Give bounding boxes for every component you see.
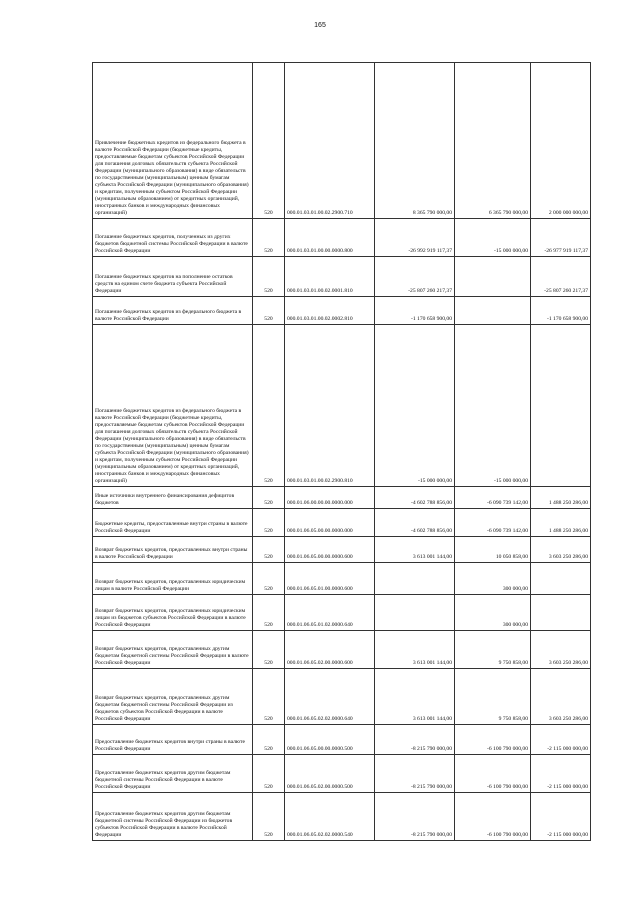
table-row (93, 63, 591, 219)
table-row (93, 563, 591, 595)
table-row (93, 669, 591, 725)
budget-code-cell: 000.01.03.01.00.02.0002.810 (285, 297, 375, 325)
budget-code-cell: 000.01.03.01.00.02.2900.810 (285, 325, 375, 487)
budget-code-cell: 000.01.06.05.02.02.0000.640 (285, 669, 375, 725)
budget-code-cell: 000.01.06.00.00.00.0000.000 (285, 487, 375, 509)
admin-code-cell: 520 (253, 257, 285, 297)
value-cell: -6 090 739 142,00 (455, 487, 531, 509)
value-cell: -8 215 790 000,00 (375, 755, 455, 793)
budget-code-cell: 000.01.06.05.00.00.0000.000 (285, 509, 375, 537)
table-row (93, 297, 591, 325)
row-name-cell: Возврат бюджетных кредитов, предоставленных юридическим лицам в валюте Российской Федерации (93, 563, 253, 595)
value-cell: 3 613 001 144,00 (375, 669, 455, 725)
admin-code-cell: 520 (253, 793, 285, 841)
value-cell: -6 090 739 142,00 (455, 509, 531, 537)
table-row (93, 509, 591, 537)
row-name-cell: Погашение бюджетных кредитов на пополнение остатков средств на едином счете бюджета субъекта Российской Федерации (93, 257, 253, 297)
table-row (93, 219, 591, 257)
page-number: 165 (314, 22, 326, 29)
value-cell (455, 257, 531, 297)
value-cell: 300 000,00 (455, 563, 531, 595)
row-name-cell: Иные источники внутреннего финансирования дефицитов бюджетов (93, 487, 253, 509)
budget-code-cell: 000.01.06.05.01.02.0000.640 (285, 595, 375, 631)
value-cell (375, 563, 455, 595)
admin-code-cell: 520 (253, 487, 285, 509)
value-cell: 3 603 250 286,00 (531, 537, 591, 563)
value-cell: 1 488 250 286,00 (531, 509, 591, 537)
value-cell: -1 170 658 900,00 (531, 297, 591, 325)
value-cell (531, 595, 591, 631)
value-cell: 6 365 790 000,00 (455, 63, 531, 219)
value-cell: -26 977 919 117,37 (531, 219, 591, 257)
admin-code-cell: 520 (253, 595, 285, 631)
budget-code-cell: 000.01.06.05.02.02.0000.540 (285, 793, 375, 841)
value-cell: -26 992 919 117,37 (375, 219, 455, 257)
admin-code-cell: 520 (253, 297, 285, 325)
budget-code-cell: 000.01.06.05.02.00.0000.600 (285, 631, 375, 669)
table-row (93, 793, 591, 841)
value-cell (375, 595, 455, 631)
budget-code-cell: 000.01.06.05.01.00.0000.600 (285, 563, 375, 595)
row-name-cell: Привлечение бюджетных кредитов из федерального бюджета в валюте Российской Федерации (бюджетные кредиты, предоставляемые бюджетам субъектов Российской Федерации для погашения долговых обязательств субъекта Российской Федерации (муниципального образования) в виде обязательств по государственным (муниципальным) ценным бумагам субъекта Российской Федерации (муниципального образования) и кредитам, полученным субъектом Российской Федерации (муниципальным образованием) от кредитных организаций, иностранных банков и международных финансовых организаций) (93, 63, 253, 219)
budget-code-cell: 000.01.03.01.00.02.2900.710 (285, 63, 375, 219)
value-cell: -15 000 000,00 (455, 219, 531, 257)
admin-code-cell: 520 (253, 63, 285, 219)
value-cell: -25 807 260 217,37 (531, 257, 591, 297)
sources-financing-table (92, 62, 591, 841)
value-cell: -15 000 000,00 (455, 325, 531, 487)
value-cell: -6 100 790 000,00 (455, 755, 531, 793)
table-row (93, 595, 591, 631)
row-name-cell: Предоставление бюджетных кредитов другим бюджетам бюджетной системы Российской Федерации в валюте Российской Федерации (93, 755, 253, 793)
row-name-cell: Предоставление бюджетных кредитов внутри страны в валюте Российской Федерации (93, 725, 253, 755)
table-row (93, 725, 591, 755)
budget-code-cell: 000.01.03.01.00.02.0001.810 (285, 257, 375, 297)
table-body (93, 63, 591, 841)
value-cell: 3 613 001 144,00 (375, 631, 455, 669)
value-cell: 9 750 858,00 (455, 669, 531, 725)
row-name-cell: Возврат бюджетных кредитов, предоставленных внутри страны в валюте Российской Федерации (93, 537, 253, 563)
value-cell: 9 750 858,00 (455, 631, 531, 669)
admin-code-cell: 520 (253, 755, 285, 793)
row-name-cell: Возврат бюджетных кредитов, предоставленных другим бюджетам бюджетной системы Российской Федерации из бюджетов субъектов Российской Федерации в валюте Российской Федерации (93, 669, 253, 725)
value-cell (531, 325, 591, 487)
admin-code-cell: 520 (253, 219, 285, 257)
value-cell: -25 807 260 217,37 (375, 257, 455, 297)
value-cell (455, 297, 531, 325)
row-name-cell: Погашение бюджетных кредитов, полученных из других бюджетов бюджетной системы Российской Федерации в валюте Российской Федерации (93, 219, 253, 257)
value-cell: 3 603 250 286,00 (531, 669, 591, 725)
value-cell: 8 365 790 000,00 (375, 63, 455, 219)
row-name-cell: Погашение бюджетных кредитов из федерального бюджета в валюте Российской Федерации (бюджетные кредиты, предоставляемые бюджетам субъектов Российской Федерации для погашения долговых обязательств субъекта Российской Федерации (муниципального образования) в виде обязательств по государственным (муниципальным) ценным бумагам субъекта Российской Федерации (муниципального образования) и кредитам, полученным субъектом Российской Федерации (муниципальным образованием) от кредитных организаций, иностранных банков и международных финансовых организаций) (93, 325, 253, 487)
admin-code-cell: 520 (253, 537, 285, 563)
row-name-cell: Предоставление бюджетных кредитов другим бюджетам бюджетной системы Российской Федерации из бюджетов субъектов Российской Федерации в валюте Российской Федерации (93, 793, 253, 841)
value-cell: -4 602 788 856,00 (375, 509, 455, 537)
admin-code-cell: 520 (253, 631, 285, 669)
admin-code-cell: 520 (253, 509, 285, 537)
value-cell: -6 100 790 000,00 (455, 793, 531, 841)
budget-code-cell: 000.01.06.05.00.00.0000.600 (285, 537, 375, 563)
row-name-cell: Возврат бюджетных кредитов, предоставленных другим бюджетам бюджетной системы Российской Федерации в валюте Российской Федерации (93, 631, 253, 669)
table-row (93, 755, 591, 793)
admin-code-cell: 520 (253, 563, 285, 595)
value-cell: -2 115 000 000,00 (531, 725, 591, 755)
value-cell: -6 100 790 000,00 (455, 725, 531, 755)
table-row (93, 537, 591, 563)
value-cell: 1 488 250 286,00 (531, 487, 591, 509)
row-name-cell: Погашение бюджетных кредитов из федерального бюджета в валюте Российской Федерации (93, 297, 253, 325)
value-cell: -1 170 658 900,00 (375, 297, 455, 325)
value-cell: 3 613 001 144,00 (375, 537, 455, 563)
table-row (93, 257, 591, 297)
admin-code-cell: 520 (253, 669, 285, 725)
value-cell: -15 000 000,00 (375, 325, 455, 487)
value-cell: 10 050 858,00 (455, 537, 531, 563)
value-cell: -2 115 000 000,00 (531, 755, 591, 793)
value-cell: -8 215 790 000,00 (375, 725, 455, 755)
budget-code-cell: 000.01.03.01.00.00.0000.800 (285, 219, 375, 257)
row-name-cell: Возврат бюджетных кредитов, предоставленных юридическим лицам из бюджетов субъектов Российской Федерации в валюте Российской Федерации (93, 595, 253, 631)
budget-code-cell: 000.01.06.05.00.00.0000.500 (285, 725, 375, 755)
row-name-cell: Бюджетные кредиты, предоставленные внутри страны в валюте Российской Федерации (93, 509, 253, 537)
value-cell: 300 000,00 (455, 595, 531, 631)
admin-code-cell: 520 (253, 325, 285, 487)
value-cell: -8 215 790 000,00 (375, 793, 455, 841)
admin-code-cell: 520 (253, 725, 285, 755)
value-cell: 2 000 000 000,00 (531, 63, 591, 219)
table-row (93, 325, 591, 487)
value-cell: 3 603 250 286,00 (531, 631, 591, 669)
value-cell: -4 602 788 856,00 (375, 487, 455, 509)
table-row (93, 487, 591, 509)
value-cell (531, 563, 591, 595)
budget-code-cell: 000.01.06.05.02.00.0000.500 (285, 755, 375, 793)
table-row (93, 631, 591, 669)
value-cell: -2 115 000 000,00 (531, 793, 591, 841)
